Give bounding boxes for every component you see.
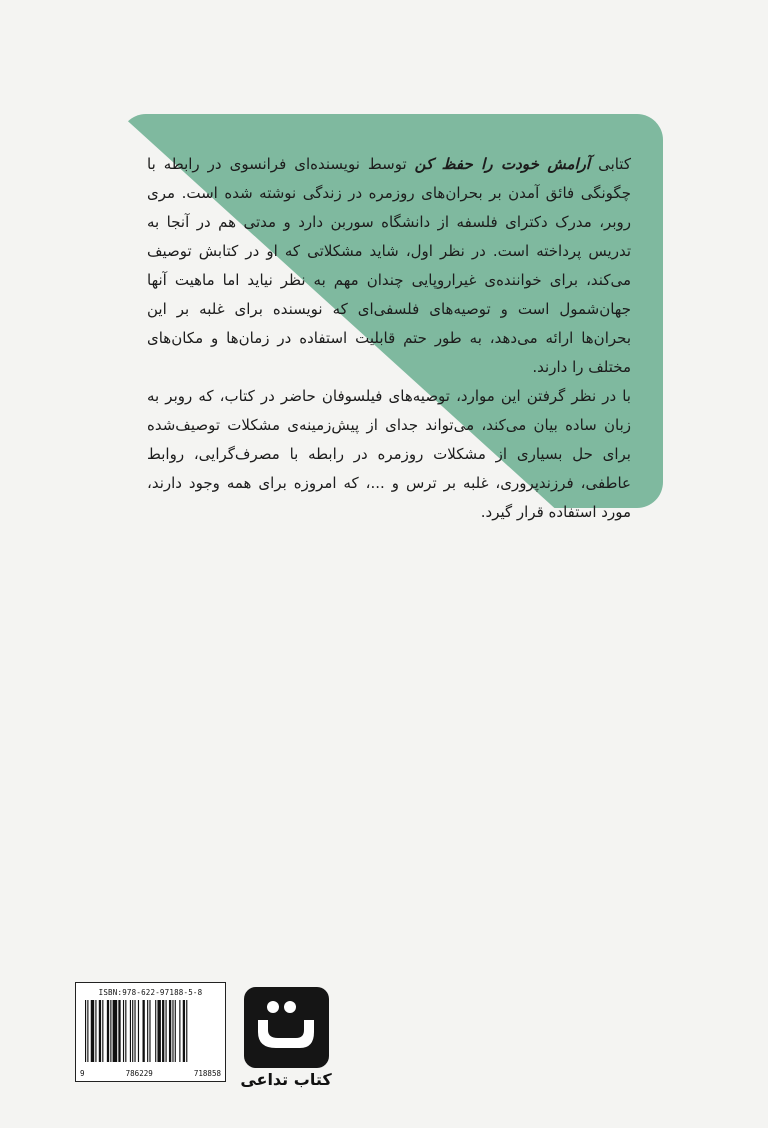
barcode-digits [80, 1069, 221, 1078]
barcode-lead-digit: 9 [80, 1069, 85, 1078]
barcode-digits-right: 718858 [193, 1069, 221, 1078]
book-title: آرامش خودت را حفظ کن [414, 155, 591, 173]
blurb-paragraph-1-rest: توسط نویسنده‌ای فرانسوی در رابطه با چگونگی فائق آمدن بر بحران‌های روزمره در زندگی نوشته شده است. مری روبر، مدرک دکترای فلسفه از دانشگاه سوربن دارد و مدتی هم در آنجا به تدریس پرداخته است. در نظر اول، شاید مشکلاتی که او در کتابش توصیف می‌کند، برای خواننده‌ی غیراروپایی چندان مهم به نظر نیاید اما ماهیت آنها جهان‌شمول است و توصیه‌های فلسفی‌ای که نویسنده برای غلبه بر این بحران‌ها ارائه می‌دهد، به طور حتم قابلیت استفاده در زمان‌ها و مکان‌های مختلف را دارند. [147, 155, 631, 376]
barcode-bars [85, 1000, 218, 1062]
back-cover-blurb [147, 150, 631, 527]
ta-letter-logo-icon [244, 987, 329, 1068]
publisher-name: کتاب تداعی [240, 1070, 332, 1089]
isbn-number: ISBN:978-622-97188-5-8 [98, 988, 203, 997]
blurb-paragraph-1 [147, 150, 631, 382]
barcode-digits-left: 786229 [125, 1069, 153, 1078]
blurb-paragraph-2: با در نظر گرفتن این موارد، توصیه‌های فیلسوفان حاضر در کتاب، که روبر به زبان ساده بیان می‌کند، می‌تواند جدای از پیش‌زمینه‌ی مشکلات توصیف‌شده برای حل بسیاری از مشکلات روزمره در رابطه با مصرف‌گرایی، روابط عاطفی، فرزندپروری، غلبه بر ترس و ...، که امروزه برای همه وجود دارند، مورد استفاده قرار گیرد. [147, 387, 631, 521]
blurb-lead: کتابی [598, 155, 631, 173]
isbn-barcode [75, 982, 226, 1082]
